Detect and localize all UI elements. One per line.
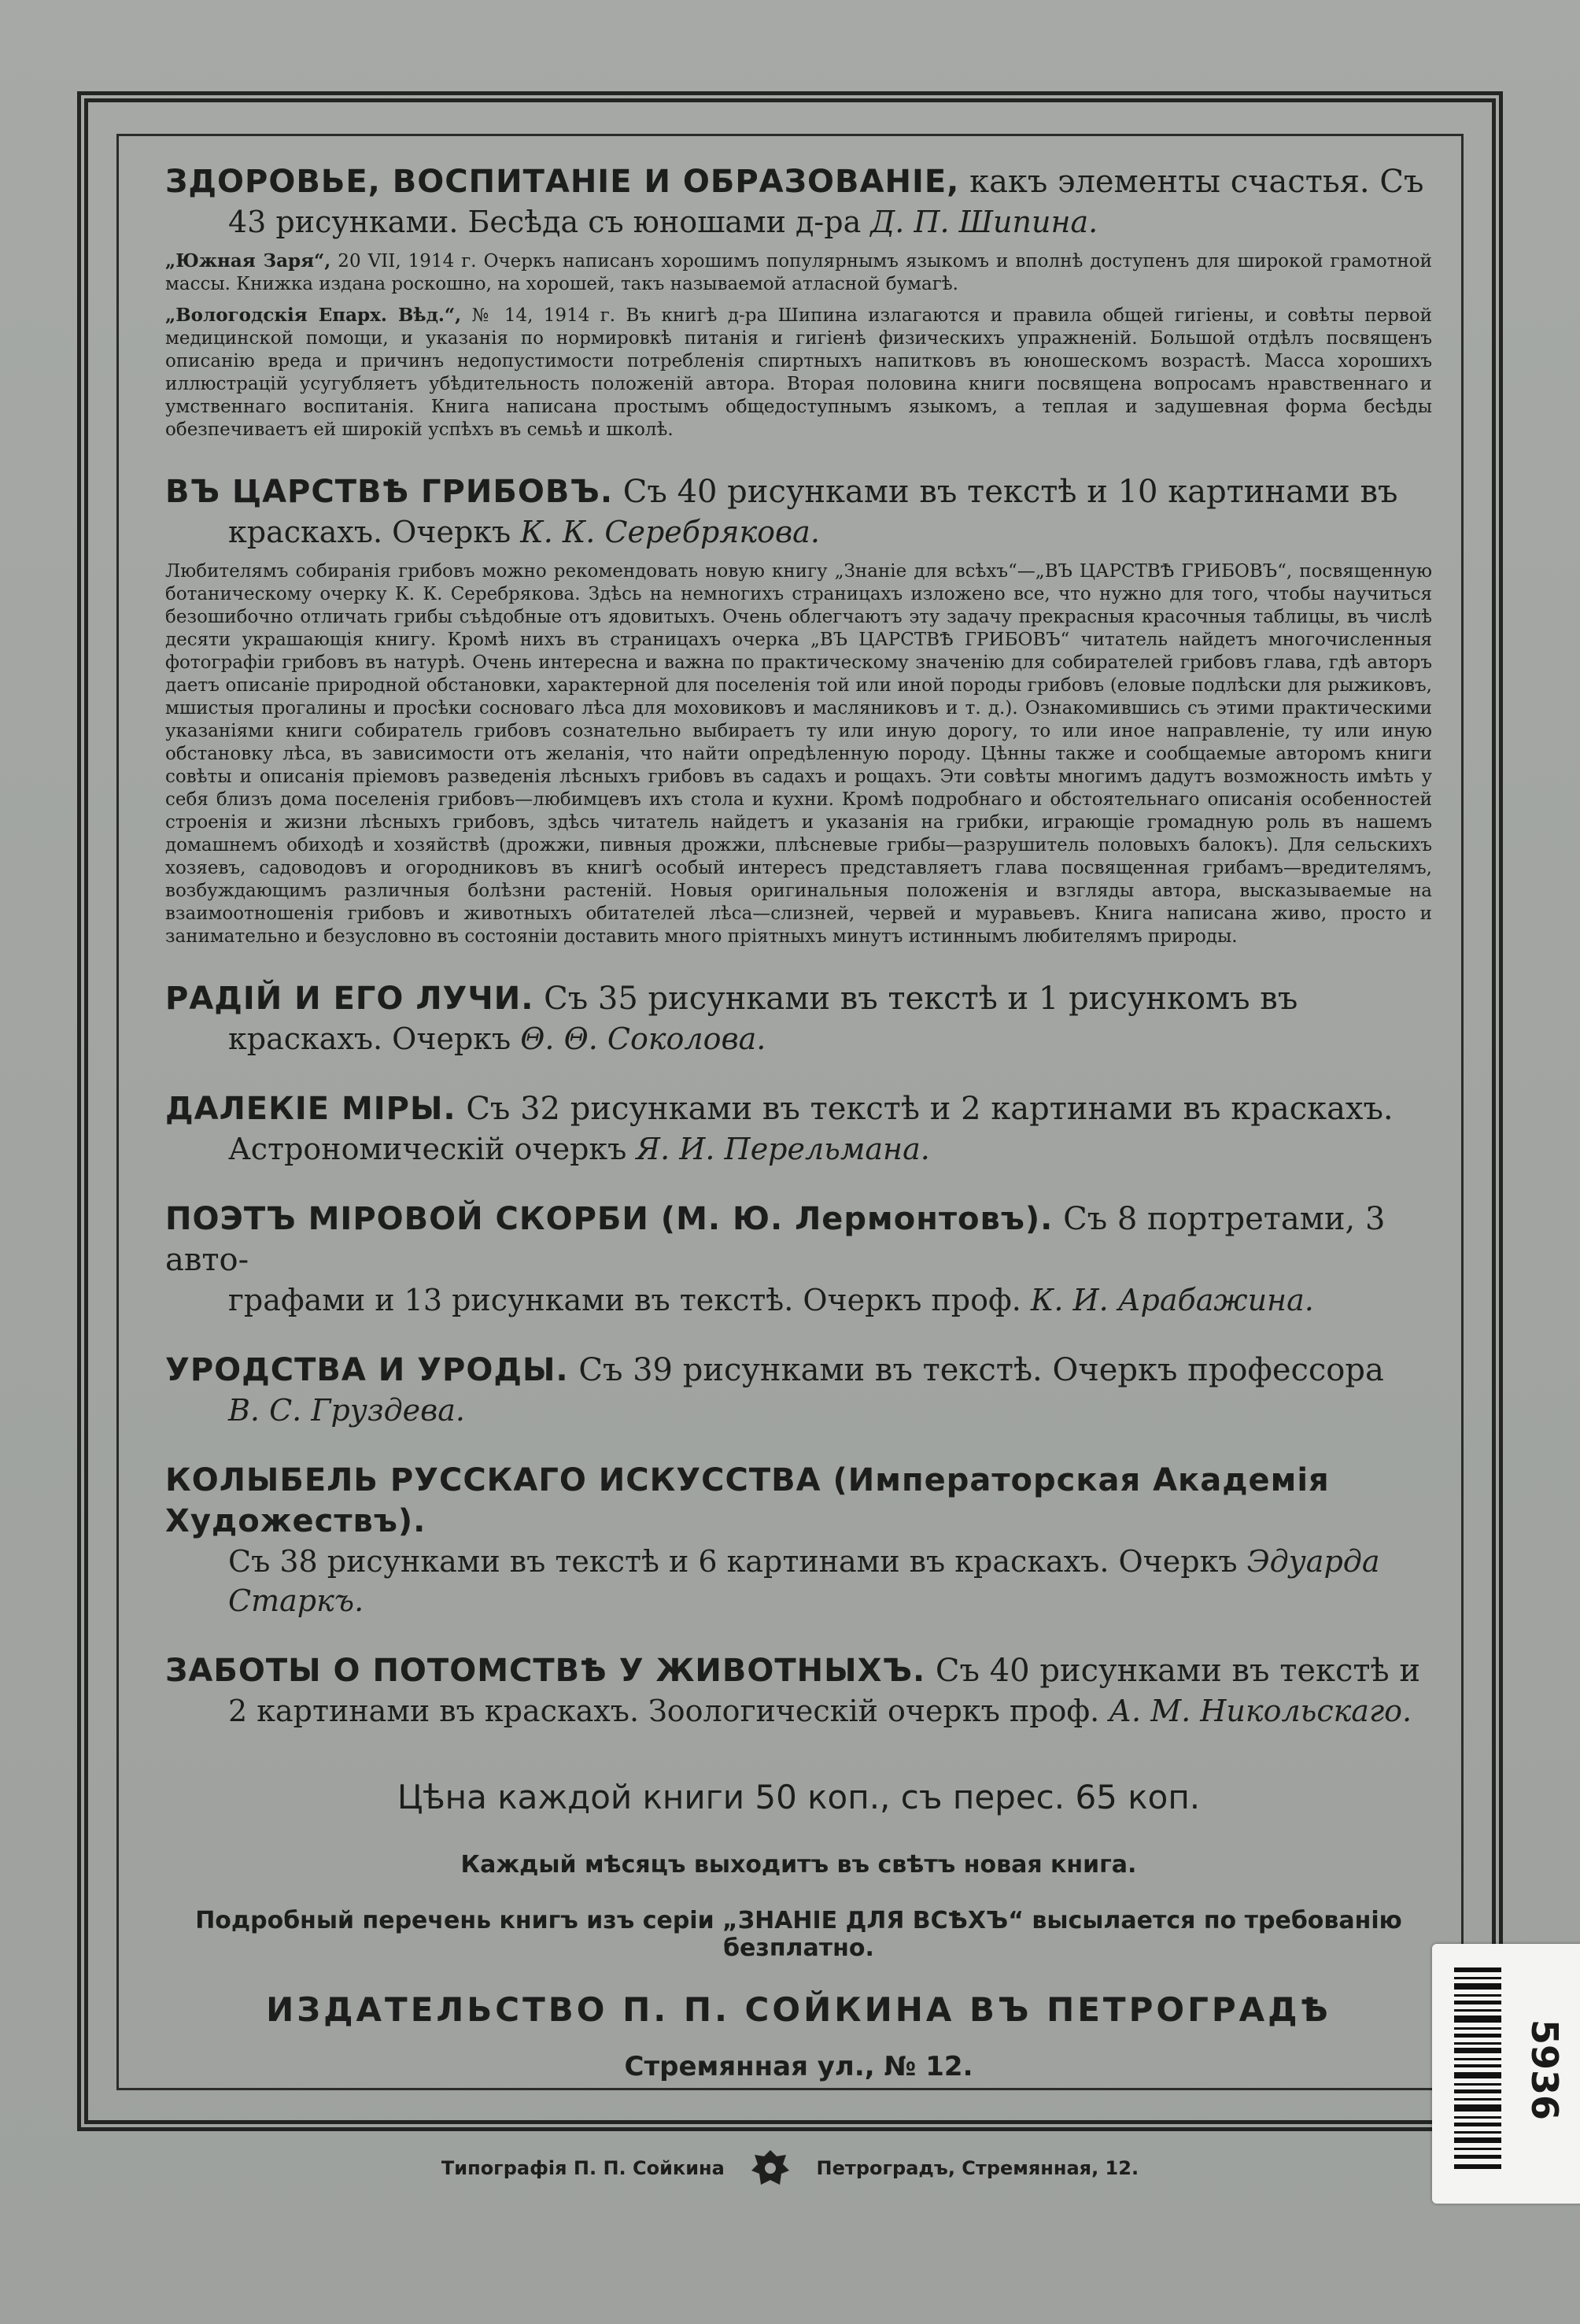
- book-entry-radium: [165, 978, 1432, 1059]
- book-desc-line: [165, 1391, 1432, 1430]
- book-desc-text: 43 рисунками. Бесѣда съ юношами д-ра: [228, 205, 871, 239]
- book-title: ДАЛЕКІЕ МІРЫ.: [165, 1091, 456, 1127]
- price-line: Цѣна каждой книги 50 коп., съ перес. 65 коп.: [397, 1778, 1201, 1816]
- review-1: [165, 249, 1432, 296]
- book-desc-text: графами и 13 рисунками въ текстѣ. Очеркъ проф.: [228, 1283, 1031, 1317]
- book-desc-line: [165, 1129, 1432, 1169]
- book-title: ПОЭТЪ МІРОВОЙ СКОРБИ (М. Ю. Лермонтовъ).: [165, 1201, 1054, 1237]
- book-desc-line: [165, 1691, 1432, 1731]
- book-entry-art: [165, 1460, 1432, 1620]
- review-source: „Южная Заря“,: [165, 250, 331, 272]
- book-author: В. С. Груздева.: [228, 1393, 465, 1428]
- book-desc-text: Съ 38 рисунками въ текстѣ и 6 картинами въ краскахъ. Очеркъ: [228, 1544, 1247, 1579]
- book-list: [165, 161, 1432, 2082]
- book-author: К. И. Арабажина.: [1030, 1283, 1314, 1317]
- book-desc-text: 2 картинами въ краскахъ. Зоологическій очеркъ проф.: [228, 1694, 1109, 1728]
- book-author: Эдуарда Старкъ.: [228, 1544, 1380, 1618]
- book-title: УРОДСТВА И УРОДЫ.: [165, 1352, 569, 1388]
- book-desc: Съ 39 рисунками въ текстѣ. Очеркъ профессора: [568, 1352, 1384, 1388]
- entry-heading: [165, 1350, 1432, 1391]
- book-author: А. М. Никольскаго.: [1109, 1694, 1412, 1728]
- entry-heading: [165, 1460, 1432, 1542]
- entry-heading: [165, 978, 1432, 1019]
- book-desc: Съ 8 портретами, 3 авто-: [165, 1201, 1386, 1278]
- monthly-notice: Каждый мѣсяцъ выходитъ въ свѣтъ новая книга.: [460, 1851, 1137, 1879]
- book-title: ЗДОРОВЬЕ, ВОСПИТАНІЕ И ОБРАЗОВАНІЕ,: [165, 164, 960, 200]
- book-entry-poet: [165, 1199, 1432, 1320]
- book-desc-text: Астрономическій очеркъ: [228, 1132, 637, 1166]
- review-source: „Вологодскія Епарх. Вѣд.“,: [165, 305, 462, 326]
- entry-heading: [165, 161, 1432, 202]
- book-desc-text: краскахъ. Очеркъ: [228, 1022, 521, 1056]
- book-title: РАДІЙ И ЕГО ЛУЧИ.: [165, 981, 534, 1017]
- book-entry-health: [165, 161, 1432, 442]
- book-author: К. К. Серебрякова.: [520, 515, 820, 549]
- catalog-notice: Подробный перечень книгъ изъ серіи „ЗНАНІЕ ДЛЯ ВСѢХЪ“ высылается по требованію безплатно.: [195, 1907, 1402, 1962]
- book-desc-line: [165, 202, 1432, 242]
- publisher-address: Стремянная ул., № 12.: [624, 2051, 973, 2082]
- book-desc: Съ 32 рисунками въ текстѣ и 2 картинами въ краскахъ.: [456, 1091, 1394, 1127]
- printer-imprint: [0, 2147, 1580, 2191]
- book-desc: какъ элементы счастья. Съ: [959, 164, 1424, 200]
- printer-name: Типографія П. П. Сойкина: [441, 2157, 725, 2179]
- book-entry-deformities: [165, 1350, 1432, 1430]
- entry-heading: [165, 1650, 1432, 1691]
- book-desc-line: [165, 1280, 1432, 1320]
- book-desc: Съ 35 рисунками въ текстѣ и 1 рисункомъ въ: [533, 981, 1298, 1017]
- book-desc-line: [165, 1542, 1432, 1620]
- book-entry-worlds: [165, 1088, 1432, 1169]
- publisher-name: ИЗДАТЕЛЬСТВО П. П. СОЙКИНА ВЪ ПЕТРОГРАДѢ: [266, 1990, 1331, 2029]
- book-title: КОЛЫБЕЛЬ РУССКАГО ИСКУССТВА (Императорская Академія Художествъ).: [165, 1462, 1330, 1539]
- book-desc-line: [165, 1019, 1432, 1059]
- review-1: [165, 560, 1432, 948]
- library-barcode-label: [1432, 1944, 1580, 2204]
- book-author: Θ. Θ. Соколова.: [520, 1022, 766, 1056]
- barcode-number: 5936: [1523, 2019, 1566, 2121]
- review-text: 20 VII, 1914 г. Очеркъ написанъ хорошимъ популярнымъ языкомъ и вполнѣ доступенъ для широкой грамотной массы. Книжка издана роскошно, на хорошей, такъ называемой атласной бумагѣ.: [165, 251, 1432, 294]
- printer-emblem-icon: [747, 2147, 794, 2191]
- book-title: ВЪ ЦАРСТВѢ ГРИБОВЪ.: [165, 474, 614, 510]
- entry-heading: [165, 471, 1432, 512]
- entry-heading: [165, 1088, 1432, 1129]
- book-title: ЗАБОТЫ О ПОТОМСТВѢ У ЖИВОТНЫХЪ.: [165, 1653, 926, 1689]
- book-author: Д. П. Шипина.: [870, 205, 1098, 239]
- barcode-icon: [1454, 1967, 1501, 2172]
- book-desc-text: краскахъ. Очеркъ: [228, 515, 521, 549]
- book-desc: Съ 40 рисунками въ текстѣ и: [925, 1653, 1421, 1689]
- book-entry-animals: [165, 1650, 1432, 1731]
- review-text: Любителямъ собиранія грибовъ можно рекомендовать новую книгу „Знаніе для всѣхъ“—„ВЪ ЦАРСТВѢ ГРИБОВЪ“, посвященную ботаническому очерку К. К. Серебрякова. Здѣсь на немногихъ страницахъ изложено все, что нужно для того, чтобы научиться безошибочно отличать грибы съѣдобные отъ ядовитыхъ. Очень облегчаютъ эту задачу прекрасныя красочныя таблицы, въ числѣ десяти украшающія книгу. Кромѣ нихъ въ страницахъ очерка „ВЪ ЦАРСТВѢ ГРИБОВЪ“ читатель найдетъ многочисленныя фотографіи грибовъ въ натурѣ. Очень интересна и важна по практическому значенію для собирателей грибовъ глава, гдѣ авторъ даетъ описаніе природной обстановки, характерной для поселенія той или иной породы грибовъ (еловые подлѣски для рыжиковъ, мшистыя прогалины и просѣки сосноваго лѣса для моховиковъ и масляниковъ и т. д.). Ознакомившись съ этими практическими указаніями книги собиратель грибовъ сознательно выбираетъ ту или иную дорогу, то или иное направленіе, ту или иную обстановку лѣса, въ зависимости отъ желанія, что найти опредѣленную породу. Цѣнны также и сообщаемые авторомъ книги совѣты и описанія пріемовъ разведенія лѣсныхъ грибовъ въ садахъ и рощахъ. Эти совѣты многимъ дадутъ возможность имѣть у себя близъ дома поселенія грибовъ—любимцевъ ихъ стола и кухни. Кромѣ подробнаго и обстоятельнаго описанія особенностей строенія и жизни лѣсныхъ грибовъ, здѣсь читатель найдетъ и указанія на грибки, играющіе громадную роль въ нашемъ домашнемъ обиходѣ и хозяйствѣ (дрожжи, пивныя дрожжи, плѣсневые грибы—разрушитель половыхъ балокъ). Для сельскихъ хозяевъ, садоводовъ и огородниковъ въ книгѣ особый интересъ представляетъ глава посвященная грибамъ—вредителямъ, возбуждающимъ различныя болѣзни растеній. Новыя оригинальныя положенія и взгляды автора, высказываемые на взаимоотношенія грибовъ и животныхъ обитателей лѣса—слизней, червей и муравьевъ. Книга написана живо, просто и занимательно и безусловно въ состояніи доставить много пріятныхъ минутъ истиннымъ любителямъ природы.: [165, 561, 1432, 947]
- printer-address: Петроградъ, Стремянная, 12.: [816, 2157, 1139, 2179]
- book-entry-mushrooms: [165, 471, 1432, 948]
- entry-heading: [165, 1199, 1432, 1280]
- review-text: № 14, 1914 г. Въ книгѣ д-ра Шипина излагаются и правила общей гигіены, и совѣты первой медицинской помощи, и указанія по нормировкѣ питанія и гигіенѣ физическихъ упражненій. Большой отдѣлъ посвященъ описанію вреда и причинъ недопустимости потребленія спиртныхъ напитковъ въ юношескомъ возрастѣ. Масса хорошихъ иллюстрацій усугубляетъ убѣдительность положеній автора. Вторая половина книги посвящена вопросамъ нравственнаго и умственнаго воспитанія. Книга написана простымъ общедоступнымъ языкомъ, а теплая и задушевная форма бесѣды обезпечиваетъ ей широкій успѣхъ въ семьѣ и школѣ.: [165, 305, 1432, 440]
- book-desc: Съ 40 рисунками въ текстѣ и 10 картинами въ: [613, 474, 1398, 510]
- review-2: [165, 304, 1432, 442]
- book-author: Я. И. Перельмана.: [636, 1132, 930, 1166]
- book-desc-line: [165, 512, 1432, 552]
